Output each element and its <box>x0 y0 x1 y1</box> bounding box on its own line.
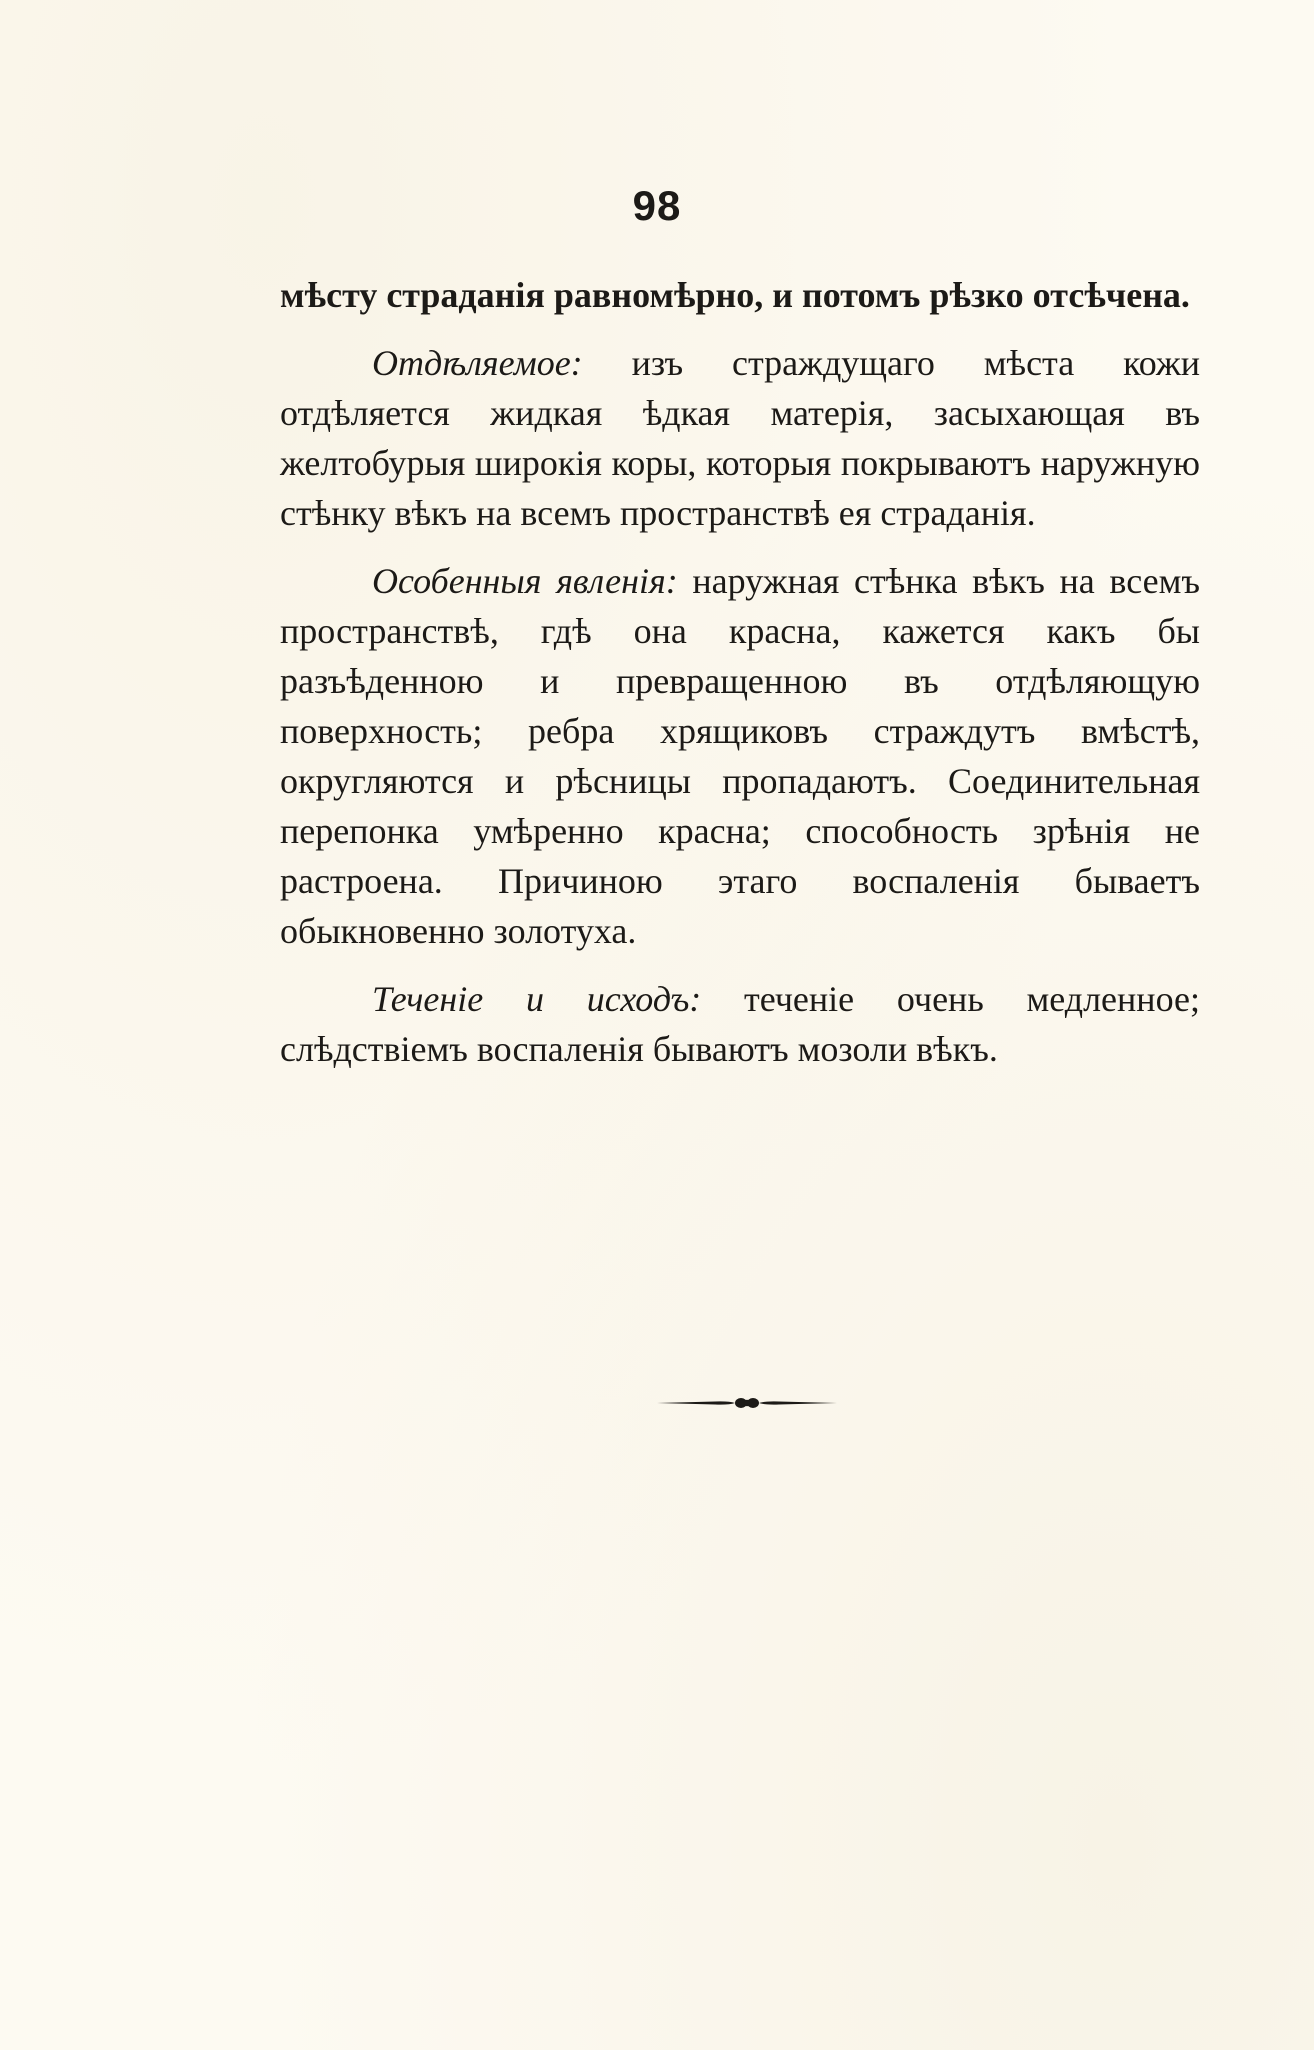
paragraph-text: изъ страждущаго мѣста кожи отдѣляется жидкая ѣдкая матерія, засыхающая въ желтобурыя широкія коры, которыя покрываютъ наружную стѣнку вѣкъ на всемъ пространствѣ ея страданія. <box>280 343 1200 533</box>
paragraph-special-phenomena <box>280 556 1200 956</box>
paragraph-text: наружная стѣнка вѣкъ на всемъ пространствѣ, гдѣ она красна, кажется какъ бы разъѣденною и превращенною въ отдѣляющую поверхность; ребра хрящиковъ страждутъ вмѣстѣ, округляются и рѣсницы пропадаютъ. Соединительная перепонка умѣренно красна; способность зрѣнія не растроена. Причиною этаго воспаленія бываетъ обыкновенно золотуха. <box>280 561 1200 951</box>
paragraph-continuation <box>280 270 1200 320</box>
page-text <box>280 270 1200 1092</box>
paragraph-text: мѣсту страданія равномѣрно, и потомъ рѣзко отсѣчена. <box>280 275 1190 315</box>
page-number: 98 <box>632 182 682 229</box>
paragraph-lead-term: Отдѣляемое: <box>372 343 583 383</box>
paragraph-text: теченіе очень медленное; слѣдствіемъ воспаленія бываютъ мозоли вѣкъ. <box>280 979 1200 1069</box>
paragraph-course-outcome <box>280 974 1200 1074</box>
paragraph-lead-term: Особенныя явленія: <box>372 561 678 601</box>
paragraph-discharge <box>280 338 1200 538</box>
section-end-ornament-icon <box>655 1388 839 1418</box>
paragraph-lead-term: Теченіе и исходъ: <box>372 979 702 1019</box>
